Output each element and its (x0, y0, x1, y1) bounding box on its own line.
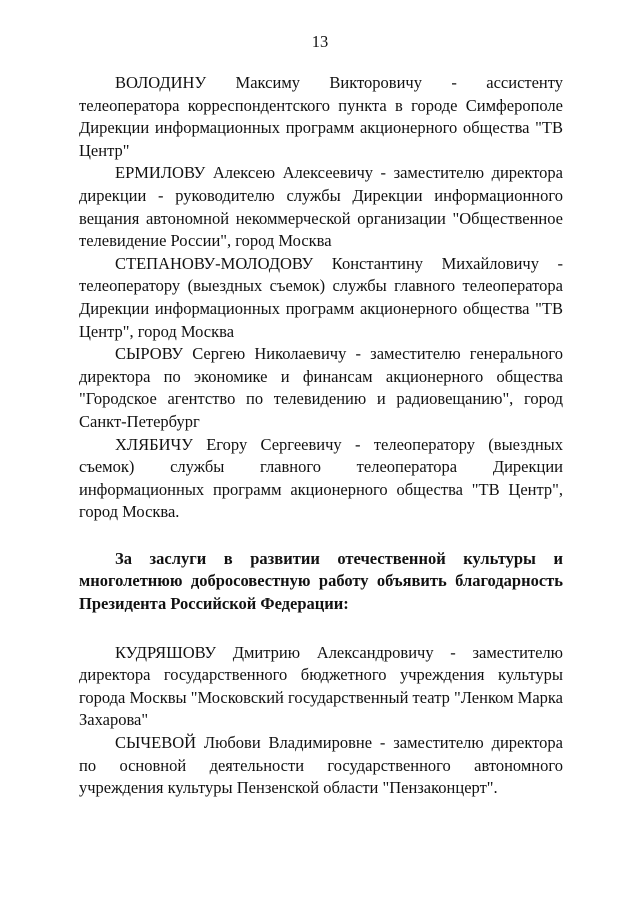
award-paragraph-volodin: ВОЛОДИНУ Максиму Викторовичу - ассистенту телеоператора корреспондентского пункта в городе Симферополе Дирекции информационных программ акционерного общества "ТВ Центр" (79, 73, 563, 160)
award-paragraph-ermilov: ЕРМИЛОВУ Алексею Алексеевичу - заместителю директора дирекции - руководителю службы Дирекции информационного вещания автономной некоммерческой организации "Общественное телевидение России", город Москва (79, 163, 563, 251)
section-heading: За заслуги в развитии отечественной культуры и многолетнюю добросовестную работу объявить благодарность Президента Российской Федерации: (79, 548, 563, 614)
page-number: 13 (311, 32, 329, 51)
award-paragraph-kudryashov: КУДРЯШОВУ Дмитрию Александровичу - заместителю директора государственного бюджетного учреждения культуры города Москвы "Московский государственный театр "Ленком Марка Захарова" (79, 642, 563, 730)
award-paragraph-syrov: СЫРОВУ Сергею Николаевичу - заместителю генерального директора по экономике и финансам акционерного общества "Городское агентство по телевидению и радиовещанию", город Санкт-Петербург (79, 344, 563, 431)
document-body (79, 72, 563, 800)
award-paragraph-khlyabich: ХЛЯБИЧУ Егору Сергеевичу - телеоператору (выездных съемок) службы главного телеоператора Дирекции информационных программ акционерного общества "ТВ Центр", город Москва. (79, 434, 563, 522)
award-paragraph-stepanov-molodov: СТЕПАНОВУ-МОЛОДОВУ Константину Михайловичу - телеоператору (выездных съемок) службы главного телеоператора Дирекции информационных программ акционерного общества "ТВ Центр", город Москва (79, 253, 563, 341)
award-paragraph-sycheva: СЫЧЕВОЙ Любови Владимировне - заместителю директора по основной деятельности государственного автономного учреждения культуры Пензенской области "Пензаконцерт". (79, 733, 563, 798)
